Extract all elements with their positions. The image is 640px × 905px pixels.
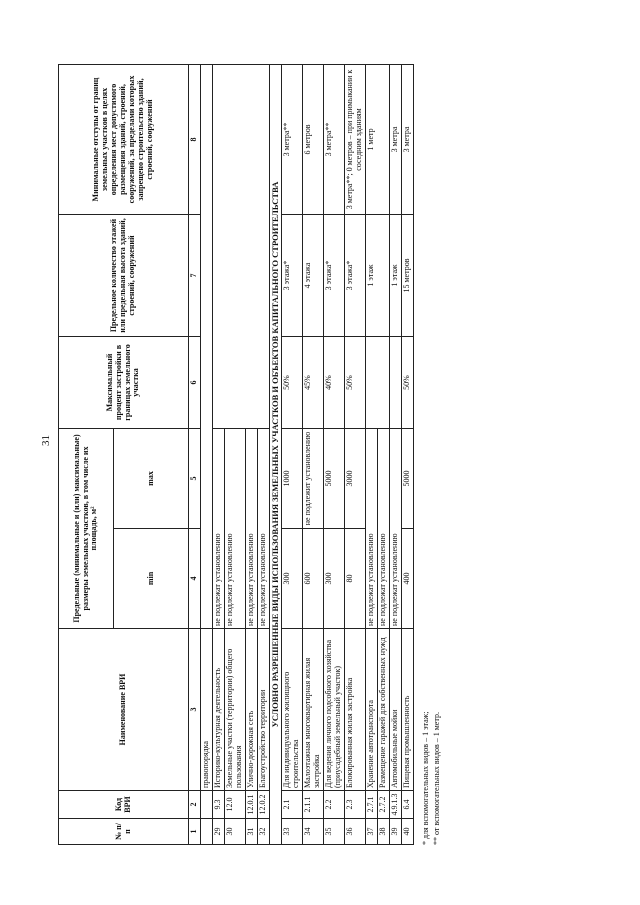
row-indent: 3 метра — [401, 65, 413, 215]
row-code: 2.3 — [344, 791, 365, 819]
page-number: 31 — [40, 435, 52, 446]
header-min: min — [114, 529, 189, 629]
row-indent: 6 метров — [303, 65, 324, 215]
column-number: 4 — [189, 529, 201, 629]
row-max: не подлежит установлению — [303, 429, 324, 529]
section-heading: УСЛОВНО РАЗРЕШЕННЫЕ ВИДЫ ИСПОЛЬЗОВАНИЯ ЗЕМЕЛЬНЫХ УЧАСТКОВ И ОБЪЕКТОВ КАПИТАЛЬНОГО СТРОИТЕЛЬСТВА — [269, 65, 282, 845]
header-code: Код ВРИ — [59, 791, 189, 819]
row-number: 38 — [377, 819, 389, 845]
row-number: 37 — [365, 819, 377, 845]
row-indent: 1 метр — [365, 65, 389, 215]
footnotes — [420, 65, 442, 845]
header-number: № п/п — [59, 819, 189, 845]
header-name: Наименование ВРИ — [59, 629, 189, 791]
row-max: 5000 — [401, 429, 413, 529]
header-max-percent: Максимальный процент застройки в границах земельного участка — [59, 337, 189, 429]
header-max: max — [114, 429, 189, 529]
row-name: Историко-культурная деятельность — [212, 629, 224, 791]
continuation-row — [200, 65, 212, 845]
row-size-span: не подлежат установлению — [365, 429, 377, 629]
row-code: 2.7.2 — [377, 791, 389, 819]
row-name: Автомобильные мойки — [389, 629, 401, 791]
column-number: 1 — [189, 819, 201, 845]
row-floors: 3 этажа* — [344, 215, 365, 337]
row-size-span: не подлежат установлению — [257, 429, 269, 629]
column-number: 6 — [189, 337, 201, 429]
column-number: 5 — [189, 429, 201, 529]
row-name: Размещение гаражей для собственных нужд — [377, 629, 389, 791]
column-number: 2 — [189, 791, 201, 819]
row-percent: 50% — [344, 337, 365, 429]
row-min: 300 — [282, 529, 303, 629]
column-number: 3 — [189, 629, 201, 791]
row-percent: 40% — [324, 337, 345, 429]
table-row — [303, 65, 324, 845]
section-row — [269, 65, 282, 845]
row-code: 4.9.1.3 — [389, 791, 401, 819]
column-number: 8 — [189, 65, 201, 215]
row-floors: 3 этажа* — [282, 215, 303, 337]
row-code: 12.0 — [224, 791, 245, 819]
row-number: 33 — [282, 819, 303, 845]
rotated-page-content — [58, 65, 618, 845]
row-max: 1000 — [282, 429, 303, 529]
row-floors: 4 этажа — [303, 215, 324, 337]
row-size-span: не подлежат установлению — [224, 429, 245, 629]
row-floors: 1 этаж — [389, 215, 401, 337]
row-code: 6.4 — [401, 791, 413, 819]
row-indent: 3 метра** — [324, 65, 345, 215]
row-min: 300 — [324, 529, 345, 629]
zoning-regulations-table — [58, 64, 414, 845]
row-size-span: не подлежат установлению — [389, 429, 401, 629]
footnote: * для вспомогательных видов – 1 этаж; — [420, 711, 430, 845]
row-number: 39 — [389, 819, 401, 845]
row-name: Малоэтажная многоквартирная жилая застройка — [303, 629, 324, 791]
row-percent: 50% — [282, 337, 303, 429]
row-number: 30 — [224, 819, 245, 845]
row-name: Для индивидуального жилищного строительства — [282, 629, 303, 791]
row-code: 2.1 — [282, 791, 303, 819]
row-max: 3000 — [344, 429, 365, 529]
row-number: 34 — [303, 819, 324, 845]
row-size-span: не подлежат установлению — [212, 429, 224, 629]
row-number: 40 — [401, 819, 413, 845]
row-name: Для ведения личного подсобного хозяйства (приусадебный земельный участок) — [324, 629, 345, 791]
continuation-text: правопорядка — [200, 629, 212, 791]
table-row — [389, 65, 401, 845]
footnote: ** от вспомогательных видов – 1 метр. — [431, 712, 441, 845]
table-row — [344, 65, 365, 845]
row-name: Благоустройство территории — [257, 629, 269, 791]
row-code: 12.0.2 — [257, 791, 269, 819]
row-number: 35 — [324, 819, 345, 845]
row-indent: 3 метра — [389, 65, 401, 215]
row-percent: 45% — [303, 337, 324, 429]
row-percent — [389, 337, 401, 429]
row-code: 12.0.1 — [245, 791, 257, 819]
row-code: 9.3 — [212, 791, 224, 819]
header-plot-size: Предельные (минимальные и (или) максимальные) размеры земельных участков, в том числе их площадь, м² — [59, 429, 114, 629]
row-floors: 1 этаж — [365, 215, 389, 337]
header-min-indent: Минимальные отступы от границ земельных участков в целях определения мест допустимого размещения зданий, строений, сооружений, за пределами которых запрещено строительство зданий, строений, сооружений — [59, 65, 189, 215]
row-size-span: не подлежат установлению — [245, 429, 257, 629]
row-number: 31 — [245, 819, 257, 845]
row-percent: 50% — [401, 337, 413, 429]
row-code: 2.2 — [324, 791, 345, 819]
row-floors: 15 метров — [401, 215, 413, 337]
row-name: Улично-дорожная сеть — [245, 629, 257, 791]
row-indent: 3 метра** — [282, 65, 303, 215]
row-number: 36 — [344, 819, 365, 845]
row-min: 600 — [303, 529, 324, 629]
header-row — [59, 65, 114, 845]
row-indent: 3 метра**; 0 метров – при примыкании к соседним зданиям — [344, 65, 365, 215]
row-size-span: не подлежат установлению — [377, 429, 389, 629]
table-row — [401, 65, 413, 845]
row-floors: 3 этажа* — [324, 215, 345, 337]
row-name: Пищевая промышленность — [401, 629, 413, 791]
column-number: 7 — [189, 215, 201, 337]
row-name: Блокированная жилая застройка — [344, 629, 365, 791]
row-number: 29 — [212, 819, 224, 845]
row-min: 80 — [344, 529, 365, 629]
table-row — [365, 65, 377, 845]
table-row — [282, 65, 303, 845]
row-name: Земельные участки (территории) общего пользования — [224, 629, 245, 791]
column-numbers-row — [189, 65, 201, 845]
table-row — [324, 65, 345, 845]
row-code: 2.7.1 — [365, 791, 377, 819]
row-max: 5000 — [324, 429, 345, 529]
row-code: 2.1.1 — [303, 791, 324, 819]
row-name: Хранение автотранспорта — [365, 629, 377, 791]
header-floors: Предельное количество этажей или предельная высота зданий, строений, сооружений — [59, 215, 189, 337]
row-min: 400 — [401, 529, 413, 629]
table-row — [212, 65, 224, 845]
row-number: 32 — [257, 819, 269, 845]
